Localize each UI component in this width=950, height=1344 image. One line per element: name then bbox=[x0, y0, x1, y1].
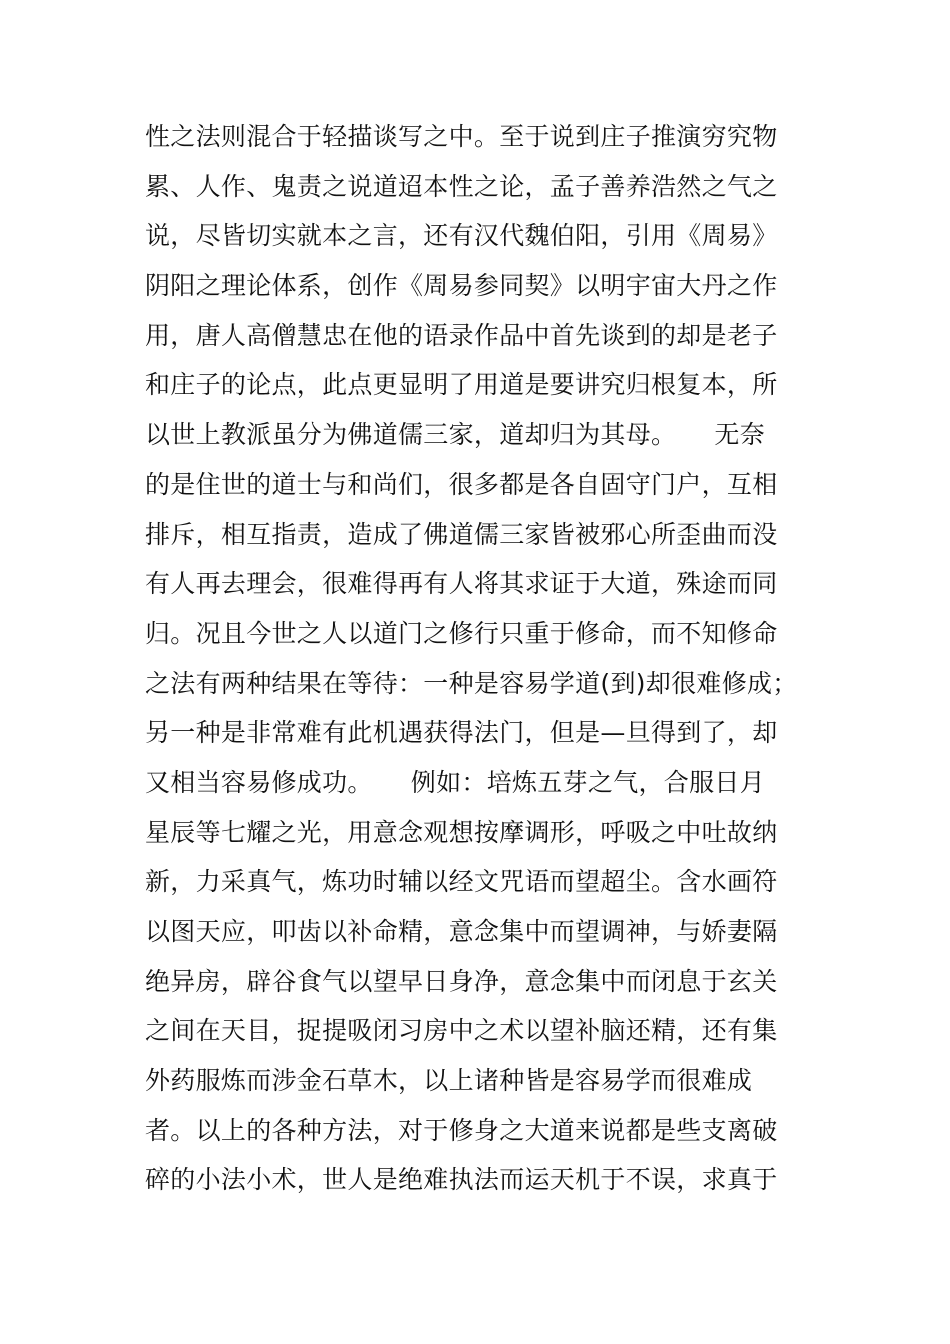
text-line: 之法有两种结果在等待：一种是容易学道(到)却很难修成； bbox=[145, 668, 798, 698]
text-line: 阴阳之理论体系，创作《周易参同契》以明宇宙大丹之作 bbox=[145, 271, 778, 301]
text-line: 外药服炼而涉金石草木，以上诸种皆是容易学而很难成 bbox=[145, 1066, 753, 1096]
text-line: 性之法则混合于轻描谈写之中。至于说到庄子推演穷究物 bbox=[145, 122, 778, 151]
text-line: 和庄子的论点，此点更显明了用道是要讲究归根复本，所 bbox=[145, 370, 778, 400]
text-line: 累、人作、鬼责之说道迢本性之论，孟子善养浩然之气之 bbox=[145, 171, 778, 201]
text-line: 碎的小法小术，世人是绝难执法而运天机于不误，求真于 bbox=[145, 1165, 778, 1195]
text-line: 又相当容易修成功。 例如：培炼五芽之气，合服日月 bbox=[145, 767, 766, 797]
text-line: 用，唐人高僧慧忠在他的语录作品中首先谈到的却是老子 bbox=[145, 320, 778, 350]
text-line: 的是住世的道士与和尚们，很多都是各自固守门户，互相 bbox=[145, 469, 778, 499]
text-line: 有人再去理会，很难得再有人将其求证于大道，殊途而同 bbox=[145, 569, 778, 599]
text-line: 之间在天目，捉提吸闭习房中之术以望补脑还精，还有集 bbox=[145, 1016, 778, 1046]
text-line: 绝异房，辟谷食气以望早日身净，意念集中而闭息于玄关 bbox=[145, 966, 778, 996]
text-line: 排斥，相互指责，造成了佛道儒三家皆被邪心所歪曲而没 bbox=[145, 519, 778, 549]
text-line: 另一种是非常难有此机遇获得法门，但是—旦得到了，却 bbox=[145, 718, 778, 748]
text-line: 者。以上的各种方法，对于修身之大道来说都是些支离破 bbox=[145, 1115, 778, 1145]
text-line: 星辰等七耀之光，用意念观想按摩调形，呼吸之中吐故纳 bbox=[145, 817, 778, 847]
text-line: 以世上教派虽分为佛道儒三家，道却归为其母。 无奈 bbox=[145, 420, 766, 450]
text-line: 以图天应，叩齿以补命精，意念集中而望调神，与娇妻隔 bbox=[145, 917, 778, 946]
text-line: 说，尽皆切实就本之言，还有汉代魏伯阳，引用《周易》 bbox=[145, 221, 778, 251]
text-line: 归。况且今世之人以道门之修行只重于修命，而不知修命 bbox=[145, 618, 778, 648]
body-text bbox=[145, 112, 805, 1205]
text-line: 新，力采真气，炼功时辅以经文咒语而望超尘。含水画符 bbox=[145, 867, 778, 897]
